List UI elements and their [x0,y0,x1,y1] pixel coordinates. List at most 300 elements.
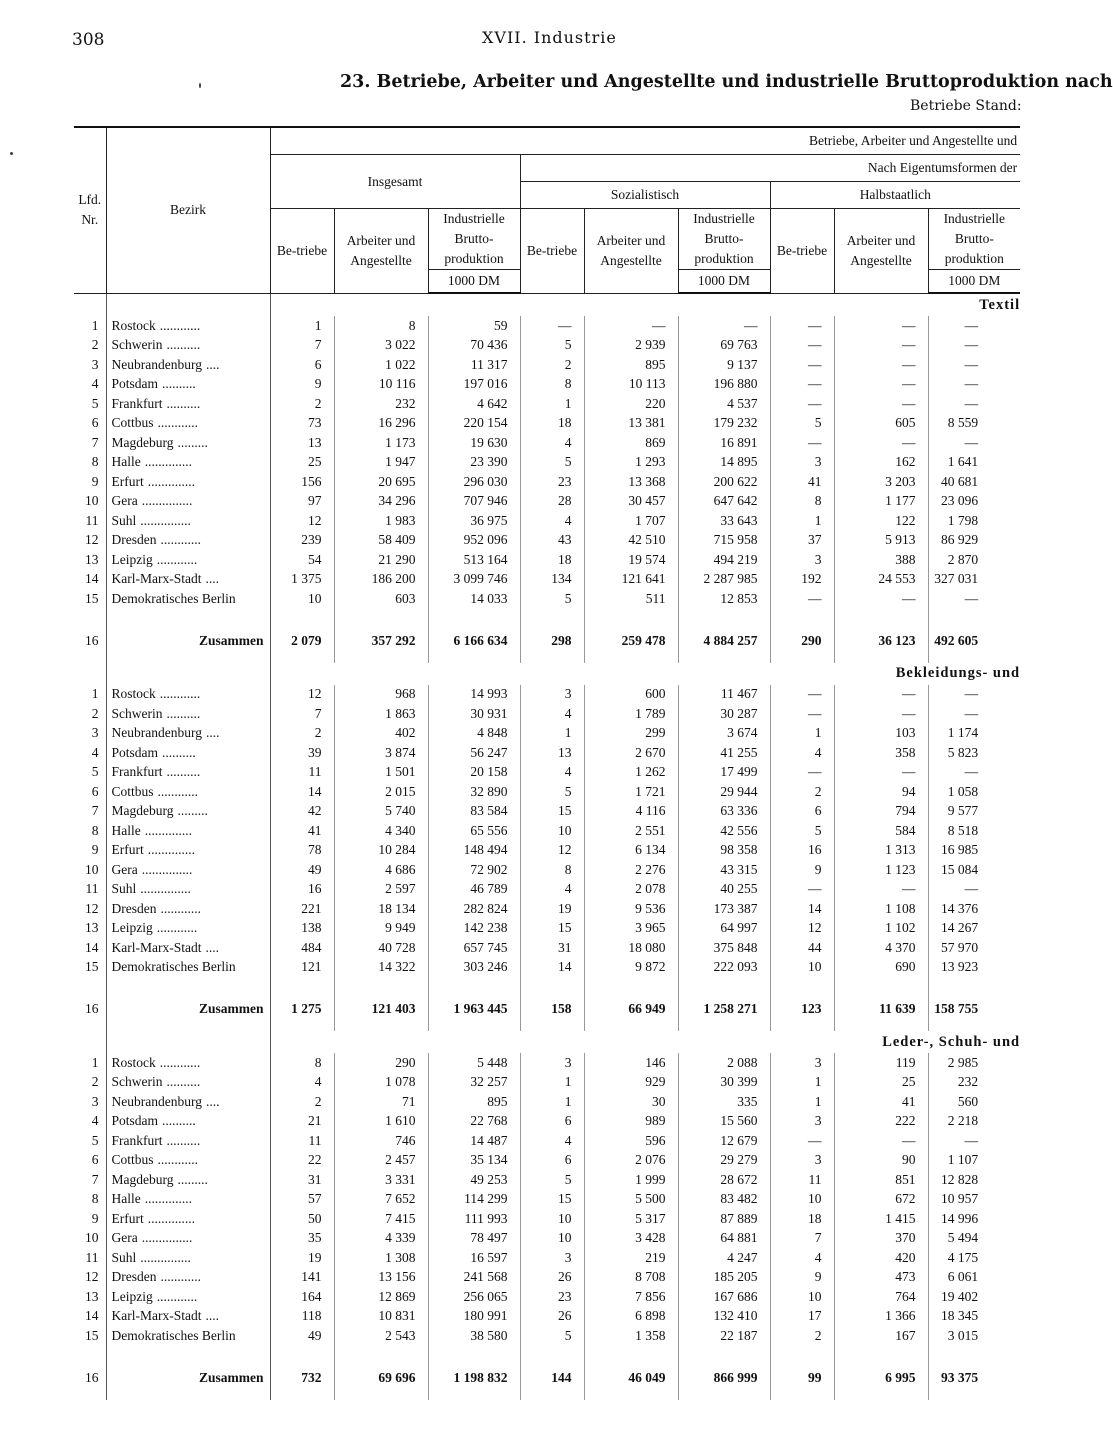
value-cell: — [964,881,979,897]
value-cell: 11 317 [428,355,520,375]
total-value-cell: 290 [770,625,834,663]
value-cell: 15 [520,919,584,939]
value-cell: 3 428 [584,1229,678,1249]
bezirk-cell [106,531,270,551]
value-cell: 968 [334,685,428,705]
value-cell: 511 [584,589,678,609]
value-cell: 14 895 [678,453,770,473]
row-number: 4 [74,375,106,395]
table-row [74,375,1020,395]
bezirk-name: Leipzig [111,551,153,567]
value-cell: 4 340 [334,821,428,841]
stand-label: Betriebe Stand: [910,98,1022,114]
total-value-cell: 158 [520,993,584,1031]
value-cell: — [834,394,928,414]
row-number: 13 [74,1287,106,1307]
table-row [74,355,1020,375]
value-cell: 24 553 [834,570,928,590]
value-cell: 1 [770,1073,834,1093]
value-cell: 12 [270,511,334,531]
value-cell: 2 985 [947,1054,979,1070]
table-row [74,919,1020,939]
value-cell: 8 [520,860,584,880]
row-number: 11 [74,1248,106,1268]
value-cell: 10 [770,1190,834,1210]
total-value-cell: 1 198 832 [428,1362,520,1400]
value-cell: — [770,880,834,900]
value-cell: 1 [520,394,584,414]
row-number: 1 [74,1053,106,1073]
value-cell: 1 641 [947,454,979,470]
leader-dots: ............ [156,920,198,936]
value-cell: 25 [270,453,334,473]
value-cell: — [770,704,834,724]
row-number: 4 [74,743,106,763]
value-cell: 10 [270,589,334,609]
value-cell: 16 [270,880,334,900]
value-cell: — [964,356,979,372]
row-number: 14 [74,938,106,958]
value-cell: — [834,880,928,900]
leader-dots: ............... [140,881,191,897]
value-cell: 15 560 [678,1112,770,1132]
value-cell: — [770,1131,834,1151]
table-row [74,531,1020,551]
value-cell: 103 [834,724,928,744]
leader-dots: .... [205,571,219,587]
total-value-cell: 1 275 [270,993,334,1031]
value-cell: 15 [520,802,584,822]
value-cell: 222 093 [678,958,770,978]
row-number: 12 [74,531,106,551]
value-cell: 41 [270,821,334,841]
value-cell: 5 500 [584,1190,678,1210]
value-cell: 83 584 [428,802,520,822]
bezirk-name: Gera [111,493,138,509]
value-cell: 1 173 [334,433,428,453]
value-cell: 12 679 [678,1131,770,1151]
value-cell: 14 033 [428,589,520,609]
bezirk-cell [106,355,270,375]
section-title: Leder-, Schuh- und [882,1033,1021,1050]
value-cell: 2 939 [584,336,678,356]
value-cell: 3 [770,550,834,570]
value-cell: 36 975 [428,511,520,531]
value-cell: 54 [270,550,334,570]
leader-dots: .......... [166,1074,201,1090]
value-cell: 1 293 [584,453,678,473]
value-cell: 34 296 [334,492,428,512]
total-value-cell: 6 995 [834,1362,928,1400]
value-cell: 1 313 [834,841,928,861]
leader-dots: ............ [160,1269,201,1285]
bezirk-cell [106,1209,270,1229]
value-cell: 2 457 [334,1151,428,1171]
value-cell: 138 [270,919,334,939]
value-cell: 1 [770,1092,834,1112]
row-number: 13 [74,550,106,570]
value-cell: 19 630 [428,433,520,453]
value-cell: 256 065 [428,1287,520,1307]
total-value-cell: 732 [270,1362,334,1400]
header-insgesamt: Insgesamt [270,155,520,209]
value-cell: 4 116 [584,802,678,822]
spacer-row [74,1346,1020,1362]
value-cell: 657 745 [428,938,520,958]
header-betriebe: Be-triebe [270,209,334,294]
value-cell: 2 [520,355,584,375]
value-cell: 1 947 [334,453,428,473]
value-cell: — [964,1132,979,1148]
value-cell: 9 949 [334,919,428,939]
value-cell: 121 [270,958,334,978]
total-label: Zusammen [106,625,270,663]
leader-dots: .......... [166,395,201,411]
header-unit: 1000 DM [678,270,770,294]
leader-dots: ............ [159,686,201,702]
value-cell: 3 674 [678,724,770,744]
value-cell: 358 [834,743,928,763]
value-cell: 3 [520,1248,584,1268]
value-cell: 14 267 [941,920,979,936]
value-cell: 221 [270,899,334,919]
value-cell: 28 672 [678,1170,770,1190]
value-cell: 1 375 [270,570,334,590]
value-cell: 3 [520,685,584,705]
value-cell: 1 415 [834,1209,928,1229]
table-row [74,1209,1020,1229]
table-row [74,1268,1020,1288]
table-row [74,821,1020,841]
value-cell: 14 [270,782,334,802]
value-cell: 186 200 [334,570,428,590]
value-cell: 10 [520,821,584,841]
value-cell: 23 096 [941,493,979,509]
value-cell: 282 824 [428,899,520,919]
value-cell: 220 154 [428,414,520,434]
value-cell: 14 487 [428,1131,520,1151]
value-cell: 3 099 746 [428,570,520,590]
value-cell: 6 061 [947,1269,979,1285]
table-row [74,433,1020,453]
value-cell: 241 568 [428,1268,520,1288]
value-cell: 4 642 [428,394,520,414]
value-cell: 4 848 [428,724,520,744]
bezirk-name: Neubrandenburg [111,356,202,372]
row-number: 10 [74,1229,106,1249]
value-cell: 6 [770,802,834,822]
value-cell: 8 [270,1053,334,1073]
value-cell: 3 874 [334,743,428,763]
bezirk-cell [106,511,270,531]
value-cell: 167 686 [678,1287,770,1307]
table-row [74,724,1020,744]
table-row [74,1131,1020,1151]
bezirk-cell [106,1287,270,1307]
value-cell: 388 [834,550,928,570]
value-cell: 40 681 [941,473,979,489]
value-cell: 63 336 [678,802,770,822]
bezirk-cell [106,685,270,705]
value-cell: 13 156 [334,1268,428,1288]
bezirk-name: Schwerin [111,1074,163,1090]
value-cell: 3 015 [947,1327,979,1343]
total-value-cell: 66 949 [584,993,678,1031]
value-cell: 1 308 [334,1248,428,1268]
value-cell: — [770,394,834,414]
value-cell: 30 931 [428,704,520,724]
value-cell: 32 890 [428,782,520,802]
leader-dots: ............... [140,1249,191,1265]
bezirk-name: Suhl [111,1249,137,1265]
value-cell: 56 247 [428,743,520,763]
header-lfd-nr: Lfd. Nr. [74,127,106,293]
row-number: 13 [74,919,106,939]
total-row [74,625,1020,663]
value-cell: 16 891 [678,433,770,453]
section-title: Textil [979,296,1021,313]
value-cell: 420 [834,1248,928,1268]
header-eigentumsformen: Nach Eigentumsformen der [520,155,1020,182]
bezirk-cell [106,1268,270,1288]
row-number: 3 [74,1092,106,1112]
bezirk-cell [106,570,270,590]
value-cell: 40 728 [334,938,428,958]
value-cell: — [834,355,928,375]
table-row [74,316,1020,336]
value-cell: 4 [520,511,584,531]
value-cell: 5 [520,782,584,802]
value-cell: 29 944 [678,782,770,802]
value-cell: — [770,375,834,395]
leader-dots: .............. [147,1210,195,1226]
value-cell: 13 381 [584,414,678,434]
value-cell: 196 880 [678,375,770,395]
table-row [74,743,1020,763]
value-cell: 603 [334,589,428,609]
section-header-row [74,663,1020,685]
value-cell: 46 789 [428,880,520,900]
value-cell: 32 257 [428,1073,520,1093]
value-cell: 19 402 [941,1288,979,1304]
value-cell: 23 390 [428,453,520,473]
total-label: Zusammen [106,1362,270,1400]
value-cell: 370 [834,1229,928,1249]
value-cell: 30 [584,1092,678,1112]
total-value-cell: 492 605 [934,632,979,648]
table-row [74,472,1020,492]
header-produktion: Industrielle Brutto-produktion [678,209,770,270]
value-cell: 94 [834,782,928,802]
value-cell: 7 652 [334,1190,428,1210]
value-cell: — [770,763,834,783]
table-title: 23. Betriebe, Arbeiter und Angestellte und industrielle Bruttoproduktion nach [340,72,1113,92]
row-number: 5 [74,763,106,783]
bezirk-cell [106,782,270,802]
value-cell: — [964,337,979,353]
value-cell: 49 [270,860,334,880]
value-cell: 23 [520,1287,584,1307]
value-cell: 299 [584,724,678,744]
leader-dots: ............ [159,1054,201,1070]
value-cell: 11 [270,763,334,783]
value-cell: 26 [520,1307,584,1327]
bezirk-name: Dresden [111,532,157,548]
value-cell: 14 993 [428,685,520,705]
value-cell: 69 763 [678,336,770,356]
value-cell: 8 708 [584,1268,678,1288]
leader-dots: .... [205,1093,220,1109]
value-cell: 1 262 [584,763,678,783]
bezirk-name: Dresden [111,900,157,916]
row-number: 2 [74,1073,106,1093]
value-cell: 1 863 [334,704,428,724]
value-cell: 4 686 [334,860,428,880]
bezirk-cell [106,1092,270,1112]
value-cell: 4 [770,1248,834,1268]
value-cell: 18 [520,414,584,434]
value-cell: 162 [834,453,928,473]
value-cell: 5 [520,1326,584,1346]
bezirk-cell [106,589,270,609]
bezirk-name: Cottbus [111,783,154,799]
bezirk-name: Neubrandenburg [111,725,202,741]
bezirk-cell [106,743,270,763]
total-value-cell: 6 166 634 [428,625,520,663]
bezirk-cell [106,394,270,414]
table-row [74,1092,1020,1112]
value-cell: 1 610 [334,1112,428,1132]
value-cell: 73 [270,414,334,434]
bezirk-name: Gera [111,861,138,877]
value-cell: 30 399 [678,1073,770,1093]
value-cell: 6 898 [584,1307,678,1327]
value-cell: 895 [584,355,678,375]
value-cell: 1 721 [584,782,678,802]
leader-dots: .... [205,1308,219,1324]
total-value-cell: 11 639 [834,993,928,1031]
bezirk-name: Karl-Marx-Stadt [111,571,202,587]
value-cell: 1 358 [584,1326,678,1346]
value-cell: 12 [520,841,584,861]
value-cell: 10 [520,1209,584,1229]
bezirk-name: Halle [111,454,141,470]
value-cell: 50 [270,1209,334,1229]
value-cell: 851 [834,1170,928,1190]
header-arbeiter: Arbeiter und Angestellte [584,209,678,294]
value-cell: 1 983 [334,511,428,531]
row-number: 6 [74,414,106,434]
value-cell: 1 022 [334,355,428,375]
value-cell: 3 203 [834,472,928,492]
leader-dots: ............ [160,900,201,916]
value-cell: 5 [520,453,584,473]
bezirk-cell [106,919,270,939]
value-cell: 43 315 [678,860,770,880]
value-cell: 57 970 [941,939,979,955]
bezirk-cell [106,1151,270,1171]
value-cell: 3 331 [334,1170,428,1190]
value-cell: 11 [270,1131,334,1151]
value-cell: — [964,686,979,702]
value-cell: 132 410 [678,1307,770,1327]
table-row [74,1307,1020,1327]
value-cell: 78 497 [428,1229,520,1249]
value-cell: — [770,589,834,609]
value-cell: 3 [770,453,834,473]
header-produktion: Industrielle Brutto-produktion [928,209,1020,270]
value-cell: 1 108 [834,899,928,919]
value-cell: — [770,336,834,356]
value-cell: 9 577 [947,803,979,819]
value-cell: 1 789 [584,704,678,724]
value-cell: 232 [334,394,428,414]
bezirk-name: Erfurt [111,473,144,489]
row-number: 7 [74,433,106,453]
value-cell: 18 134 [334,899,428,919]
value-cell: 185 205 [678,1268,770,1288]
value-cell: 1 078 [334,1073,428,1093]
value-cell: 220 [584,394,678,414]
bezirk-name: Frankfurt [111,1132,163,1148]
value-cell: 952 096 [428,531,520,551]
bezirk-name: Suhl [111,512,137,528]
bezirk-name: Schwerin [111,337,163,353]
value-cell: 4 247 [678,1248,770,1268]
section-header-row [74,1031,1020,1053]
row-number: 14 [74,570,106,590]
total-value-cell: 99 [770,1362,834,1400]
value-cell: 1 102 [834,919,928,939]
spacer-row [74,977,1020,993]
header-group-top: Betriebe, Arbeiter und Angestellte und [270,127,1020,155]
value-cell: — [964,705,979,721]
value-cell: 18 [770,1209,834,1229]
scan-speck [199,83,201,88]
value-cell: 605 [834,414,928,434]
value-cell: 15 084 [941,861,979,877]
leader-dots: ............... [141,1230,193,1246]
value-cell: 2 015 [334,782,428,802]
value-cell: — [770,433,834,453]
value-cell: 296 030 [428,472,520,492]
header-betriebe: Be-triebe [520,209,584,294]
value-cell: 989 [584,1112,678,1132]
row-number: 4 [74,1112,106,1132]
value-cell: 2 [270,394,334,414]
value-cell: 1 [770,511,834,531]
value-cell: 10 [770,958,834,978]
table-row [74,1170,1020,1190]
value-cell: — [834,763,928,783]
value-cell: 2 [270,1092,334,1112]
table-row [74,570,1020,590]
value-cell: 173 387 [678,899,770,919]
value-cell: 30 287 [678,704,770,724]
value-cell: 8 559 [947,415,979,431]
value-cell: 2 870 [947,551,979,567]
value-cell: — [964,376,979,392]
value-cell: 2 [770,1326,834,1346]
value-cell: 39 [270,743,334,763]
row-number: 6 [74,1151,106,1171]
value-cell: 122 [834,511,928,531]
value-cell: 22 [270,1151,334,1171]
value-cell: 167 [834,1326,928,1346]
value-cell: 4 [770,743,834,763]
total-value-cell: 93 375 [941,1369,979,1385]
leader-dots: ......... [177,803,208,819]
